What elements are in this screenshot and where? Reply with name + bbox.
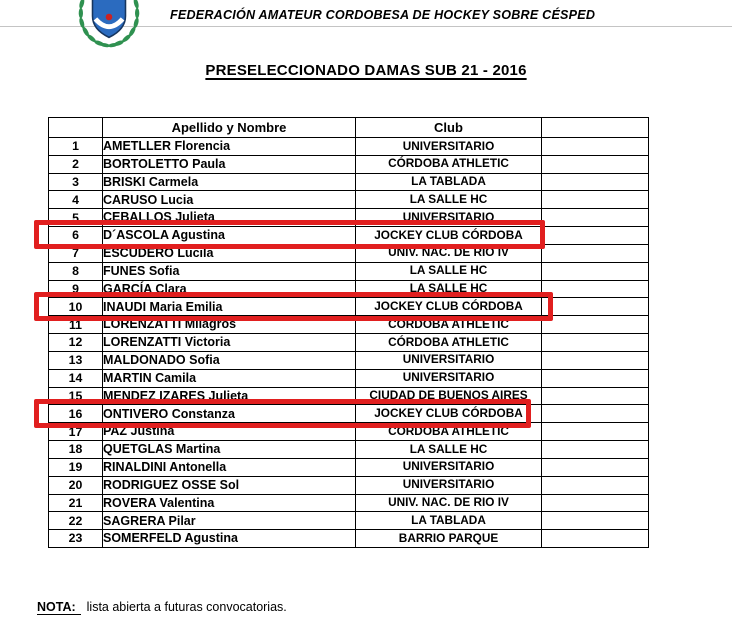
player-name: CARUSO Lucia [103,191,356,209]
row-number: 23 [49,530,103,548]
highlight-box-row-16 [34,399,531,428]
empty-cell [542,351,649,369]
row-number: 8 [49,262,103,280]
row-number: 2 [49,155,103,173]
row-number: 10 [49,298,103,316]
player-name: FUNES Sofia [103,262,356,280]
player-name: MALDONADO Sofia [103,351,356,369]
table-header-row [49,118,649,138]
row-number: 1 [49,138,103,156]
row-number: 21 [49,494,103,512]
table-row [49,351,649,369]
empty-cell [542,280,649,298]
row-number: 12 [49,334,103,352]
player-name: CEBALLOS Julieta [103,209,356,227]
empty-cell [542,173,649,191]
player-club: CÓRDOBA ATHLETIC [356,316,542,334]
table-row [49,262,649,280]
row-number: 14 [49,369,103,387]
document-title: PRESELECCIONADO DAMAS SUB 21 - 2016 [205,62,527,79]
header-cell-name: Apellido y Nombre [103,118,356,138]
player-club: CÓRDOBA ATHLETIC [356,334,542,352]
empty-cell [542,423,649,441]
header-cell-blank [49,118,103,138]
header-cell-extra [542,118,649,138]
player-name: SAGRERA Pilar [103,512,356,530]
header-cell-club: Club [356,118,542,138]
player-club: UNIVERSITARIO [356,476,542,494]
player-club: CÓRDOBA ATHLETIC [356,155,542,173]
table-row [49,530,649,548]
row-number: 9 [49,280,103,298]
empty-cell [542,458,649,476]
empty-cell [542,298,649,316]
empty-cell [542,209,649,227]
table-row [49,334,649,352]
player-name: QUETGLAS Martina [103,441,356,459]
player-club: LA SALLE HC [356,441,542,459]
player-name: GARCÍA Clara [103,280,356,298]
player-name: AMETLLER Florencia [103,138,356,156]
player-name: ESCUDERO Lucila [103,244,356,262]
player-club: UNIVERSITARIO [356,458,542,476]
player-club: JOCKEY CLUB CÓRDOBA [356,405,542,423]
roster-table-body [49,138,649,548]
table-row [49,476,649,494]
row-number: 7 [49,244,103,262]
empty-cell [542,476,649,494]
player-club: JOCKEY CLUB CÓRDOBA [356,227,542,245]
note-label: NOTA: [37,600,81,615]
empty-cell [542,155,649,173]
row-number: 19 [49,458,103,476]
empty-cell [542,334,649,352]
empty-cell [542,441,649,459]
table-row [49,173,649,191]
player-name: BRISKI Carmela [103,173,356,191]
empty-cell [542,227,649,245]
player-name: INAUDI Maria Emilia [103,298,356,316]
player-name: RINALDINI Antonella [103,458,356,476]
table-row [49,441,649,459]
player-club: CÓRDOBA ATHLETIC [356,423,542,441]
empty-cell [542,530,649,548]
player-club: JOCKEY CLUB CÓRDOBA [356,298,542,316]
table-row [49,155,649,173]
player-club: BARRIO PARQUE [356,530,542,548]
player-club: CIUDAD DE BUENOS AIRES [356,387,542,405]
empty-cell [542,405,649,423]
table-row [49,138,649,156]
table-row [49,191,649,209]
empty-cell [542,387,649,405]
empty-cell [542,512,649,530]
empty-cell [542,191,649,209]
player-name: PAZ Justina [103,423,356,441]
table-row [49,458,649,476]
player-club: UNIV. NAC. DE RIO IV [356,494,542,512]
player-name: BORTOLETTO Paula [103,155,356,173]
player-name: LORENZATTI Victoria [103,334,356,352]
highlight-box-row-10 [34,292,553,321]
player-club: UNIV. NAC. DE RIO IV [356,244,542,262]
note-text: lista abierta a futuras convocatorias. [86,600,287,614]
row-number: 5 [49,209,103,227]
row-number: 4 [49,191,103,209]
empty-cell [542,138,649,156]
row-number: 13 [49,351,103,369]
table-row [49,512,649,530]
player-club: LA SALLE HC [356,191,542,209]
player-name: LORENZATTI Milagros [103,316,356,334]
player-club: LA SALLE HC [356,262,542,280]
roster-table [48,117,649,548]
row-number: 16 [49,405,103,423]
player-club: UNIVERSITARIO [356,369,542,387]
row-number: 15 [49,387,103,405]
empty-cell [542,316,649,334]
empty-cell [542,369,649,387]
player-name: SOMERFELD Agustina [103,530,356,548]
player-club: UNIVERSITARIO [356,138,542,156]
row-number: 20 [49,476,103,494]
note [37,600,287,614]
empty-cell [542,494,649,512]
org-name: FEDERACIÓN AMATEUR CORDOBESA DE HOCKEY SOBRE CÉSPED [170,8,596,22]
player-name: ONTIVERO Constanza [103,405,356,423]
row-number: 18 [49,441,103,459]
highlight-box-row-6 [34,220,545,249]
player-name: D´ASCOLA Agustina [103,227,356,245]
row-number: 22 [49,512,103,530]
table-row [49,369,649,387]
federation-crest-icon [76,0,142,48]
row-number: 11 [49,316,103,334]
player-club: UNIVERSITARIO [356,209,542,227]
empty-cell [542,244,649,262]
player-club: LA TABLADA [356,512,542,530]
player-name: MARTIN Camila [103,369,356,387]
row-number: 6 [49,227,103,245]
row-number: 17 [49,423,103,441]
player-club: LA SALLE HC [356,280,542,298]
player-club: LA TABLADA [356,173,542,191]
player-name: MENDEZ IZARES Julieta [103,387,356,405]
row-number: 3 [49,173,103,191]
player-name: ROVERA Valentina [103,494,356,512]
empty-cell [542,262,649,280]
player-name: RODRIGUEZ OSSE Sol [103,476,356,494]
table-row [49,494,649,512]
player-club: UNIVERSITARIO [356,351,542,369]
